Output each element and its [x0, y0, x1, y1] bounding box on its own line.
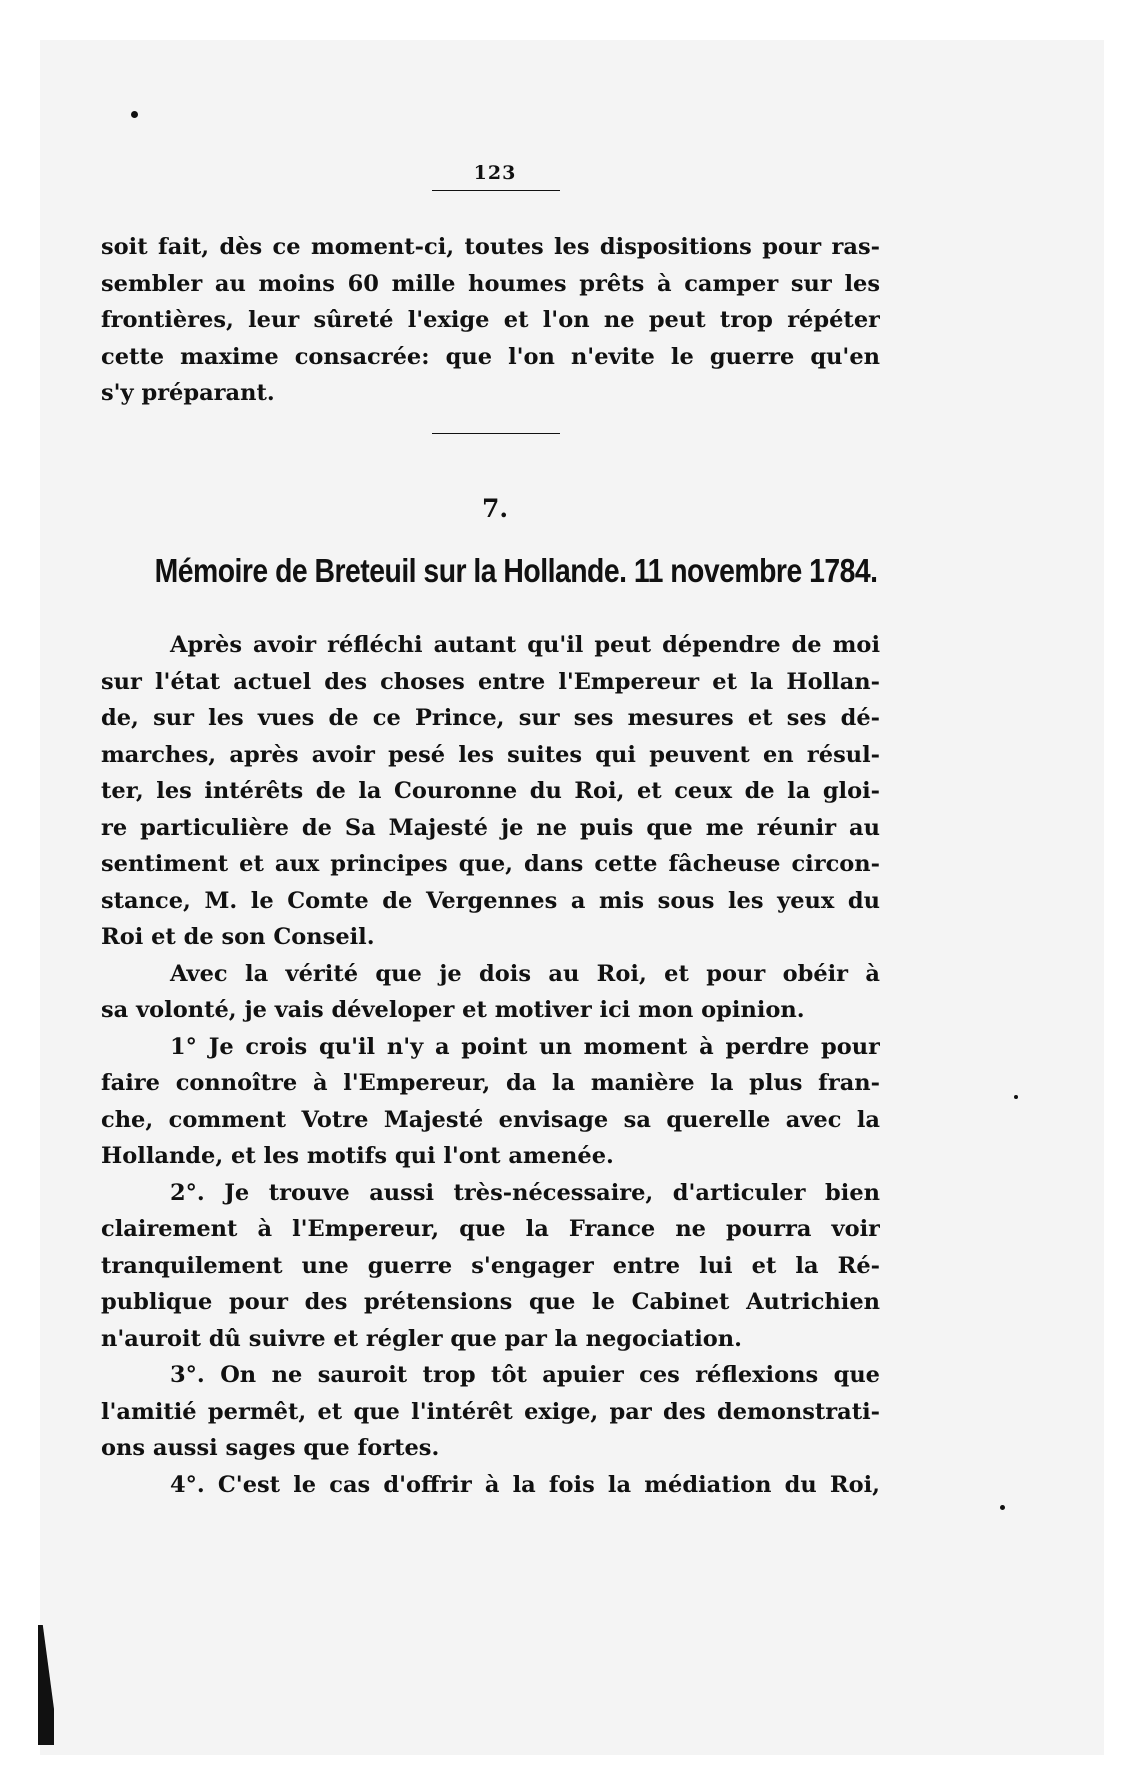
text-line: tranquilement une guerre s'engager entre lui et la Ré-: [101, 1252, 880, 1279]
text-line: che, comment Votre Majesté envisage sa querelle avec la: [101, 1106, 880, 1133]
text-line: clairement à l'Empereur, que la France ne pourra voir: [101, 1216, 880, 1242]
text-line: re particulière de Sa Majesté je ne puis que me réunir au: [101, 814, 880, 841]
text-line: 2°. Je trouve aussi très-nécessaire, d'articuler bien: [170, 1179, 880, 1206]
text-line: sentiment et aux principes que, dans cette fâcheuse circon-: [101, 851, 880, 877]
text-line: l'amitié permêt, et que l'intérêt exige, par des demonstrati-: [101, 1398, 880, 1425]
section-title: Mémoire de Breteuil sur la Hollande. 11 novembre 1784.: [154, 552, 878, 589]
text-line: Avec la vérité que je dois au Roi, et pour obéir à: [170, 960, 880, 987]
text-line: marches, après avoir pesé les suites qui peuvent en résul-: [101, 741, 880, 768]
text-line: frontières, leur sûreté l'exige et l'on ne peut trop répéter: [101, 307, 880, 333]
speck: [131, 111, 138, 118]
text-line: Après avoir réfléchi autant qu'il peut dépendre de moi: [170, 632, 880, 658]
text-line: 1° Je crois qu'il n'y a point un moment à perdre pour: [170, 1033, 880, 1060]
text-line: de, sur les vues de ce Prince, sur ses mesures et ses dé-: [101, 705, 880, 731]
body-text: [101, 627, 880, 1503]
text-line: s'y préparant.: [101, 380, 275, 406]
page-number: 123: [473, 162, 517, 184]
text-line: faire connoître à l'Empereur, da la manière la plus fran-: [101, 1070, 880, 1096]
text-line: ter, les intérêts de la Couronne du Roi, et ceux de la gloi-: [101, 778, 880, 804]
text-line: 3°. On ne sauroit trop tôt apuier ces réflexions que: [170, 1362, 880, 1388]
text-line: ons aussi sages que fortes.: [101, 1435, 440, 1461]
page-number-rule: [432, 190, 560, 191]
section-number: 7.: [481, 494, 509, 523]
speck: [1000, 1505, 1005, 1510]
text-line: publique pour des prétensions que le Cabinet Autrichien: [101, 1289, 880, 1315]
text-line: Hollande, et les motifs qui l'ont amenée.: [101, 1143, 614, 1169]
text-line: n'auroit dû suivre et régler que par la negociation.: [101, 1325, 742, 1352]
speck: [1014, 1095, 1018, 1099]
text-line: soit fait, dès ce moment-ci, toutes les dispositions pour ras-: [101, 234, 880, 260]
text-line: 4°. C'est le cas d'offrir à la fois la médiation du Roi,: [170, 1471, 880, 1498]
text-line: sembler au moins 60 mille houmes prêts à camper sur les: [101, 270, 880, 297]
text-line: Roi et de son Conseil.: [101, 924, 375, 950]
continuation-text: [101, 229, 880, 412]
text-line: stance, M. le Comte de Vergennes a mis sous les yeux du: [101, 887, 880, 914]
text-line: sa volonté, je vais déveloper et motiver ici mon opinion.: [101, 997, 805, 1023]
text-line: sur l'état actuel des choses entre l'Empereur et la Hollan-: [101, 668, 880, 695]
text-line: cette maxime consacrée: que l'on n'evite le guerre qu'en: [101, 343, 880, 370]
section-divider: [432, 433, 560, 434]
